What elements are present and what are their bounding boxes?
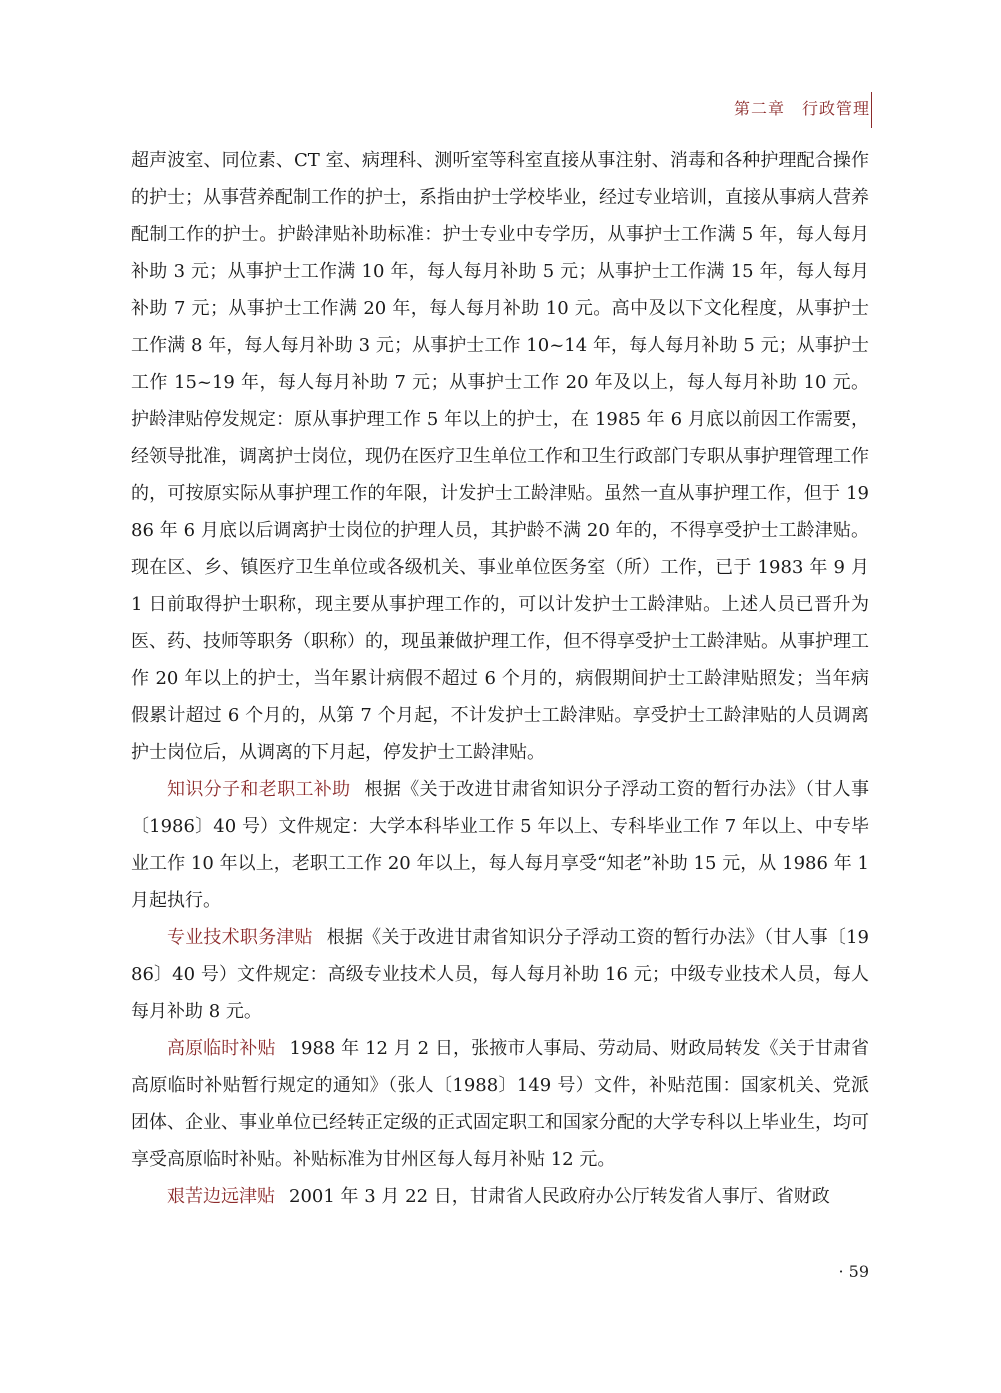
paragraph-text: 1988 年 12 月 2 日，张掖市人事局、劳动局、财政局转发《关于甘肃省高原临时补贴暂行规定的通知》（张人〔1988〕149 号）文件，补贴范围：国家机关、党派团体、企业、事业单位已经转正定级的正式固定职工和国家分配的大学专科以上毕业生，均可享受高原临时补贴。补贴标准为甘州区每人每月补贴 12 元。: [131, 1038, 869, 1170]
running-header: 第二章 行政管理: [733, 99, 870, 118]
paragraph: [131, 142, 869, 771]
paragraph: [131, 771, 869, 919]
paragraph-keyword: 艰苦边远津贴: [167, 1186, 275, 1207]
paragraph-text: 2001 年 3 月 22 日，甘肃省人民政府办公厅转发省人事厅、省财政: [289, 1186, 830, 1207]
paragraph: [131, 1178, 869, 1215]
paragraph-text: 根据《关于改进甘肃省知识分子浮动工资的暂行办法》（甘人事〔1986〕40 号）文件规定：高级专业技术人员，每人每月补助 16 元；中级专业技术人员，每人每月补助 8 元。: [131, 927, 869, 1022]
paragraph-keyword: 高原临时补贴: [167, 1038, 276, 1059]
paragraph-text: 超声波室、同位素、CT 室、病理科、测听室等科室直接从事注射、消毒和各种护理配合操作的护士；从事营养配制工作的护士，系指由护士学校毕业，经过专业培训，直接从事病人营养配制工作的护士。护龄津贴补助标准：护士专业中专学历，从事护士工作满 5 年，每人每月补助 3 元；从事护士工作满 10 年，每人每月补助 5 元；从事护士工作满 15 年，每人每月补助 7 元；从事护士工作满 20 年，每人每月补助 10 元。高中及以下文化程度，从事护士工作满 8 年，每人每月补助 3 元；从事护士工作 10~14 年，每人每月补助 5 元；从事护士工作 15~19 年，每人每月补助 7 元；从事护士工作 20 年及以上，每人每月补助 10 元。护龄津贴停发规定：原从事护理工作 5 年以上的护士，在 1985 年 6 月底以前因工作需要，经领导批准，调离护士岗位，现仍在医疗卫生单位工作和卫生行政部门专职从事护理管理工作的，可按原实际从事护理工作的年限，计发护士工龄津贴。虽然一直从事护理工作，但于 1986 年 6 月底以后调离护士岗位的护理人员，其护龄不满 20 年的，不得享受护士工龄津贴。现在区、乡、镇医疗卫生单位或各级机关、事业单位医务室（所）工作，已于 1983 年 9 月 1 日前取得护士职称，现主要从事护理工作的，可以计发护士工龄津贴。上述人员已晋升为医、药、技师等职务（职称）的，现虽兼做护理工作，但不得享受护士工龄津贴。从事护理工作 20 年以上的护士，当年累计病假不超过 6 个月的，病假期间护士工龄津贴照发；当年病假累计超过 6 个月的，从第 7 个月起，不计发护士工龄津贴。享受护士工龄津贴的人员调离护士岗位后，从调离的下月起，停发护士工龄津贴。: [131, 150, 869, 763]
paragraph-text: 根据《关于改进甘肃省知识分子浮动工资的暂行办法》（甘人事〔1986〕40 号）文件规定：大学本科毕业工作 5 年以上、专科毕业工作 7 年以上、中专毕业工作 10 年以上，老职工工作 20 年以上，每人每月享受“知老”补助 15 元，从 1986 年 1 月起执行。: [131, 779, 869, 911]
paragraph-keyword: 专业技术职务津贴: [167, 927, 313, 948]
body-text: [131, 142, 869, 1215]
page-number: · 59: [838, 1262, 869, 1281]
paragraph: [131, 1030, 869, 1178]
paragraph-keyword: 知识分子和老职工补助: [167, 779, 351, 800]
paragraph: [131, 919, 869, 1030]
header-divider: [871, 92, 872, 128]
